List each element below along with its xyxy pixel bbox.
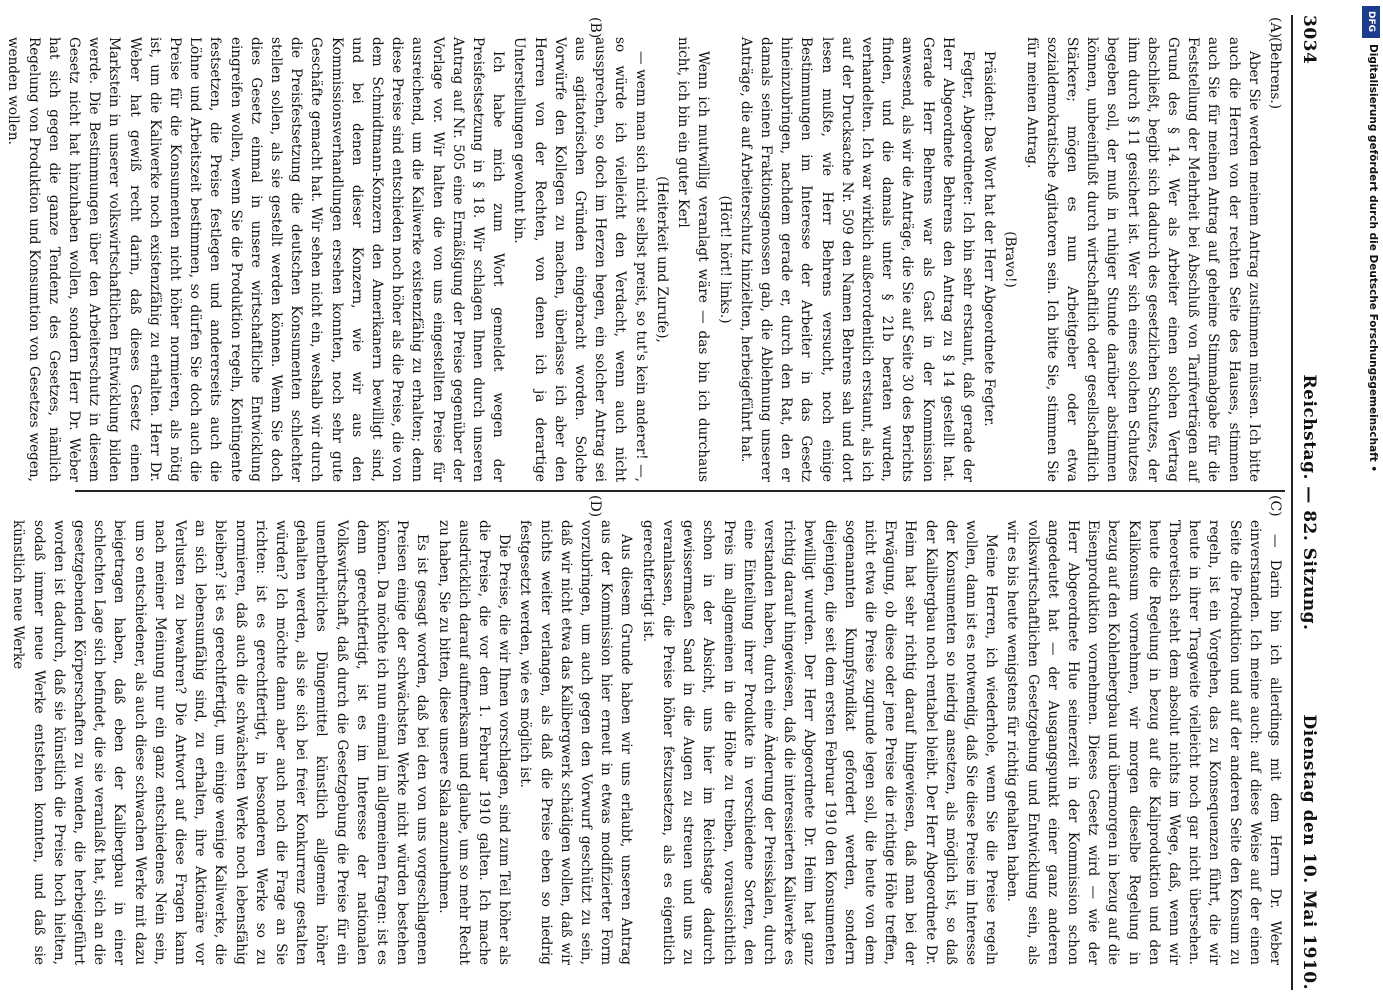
paragraph: Wenn ich mutwillig veranlagt wäre — das bin ich durchaus nicht, ich bin ein guter Kerl	[675, 37, 712, 482]
dfg-logo: DFG	[1362, 6, 1380, 38]
running-title: Reichstag. — 82. Sitzung.	[1299, 374, 1319, 631]
interjection	[0, 37, 2, 482]
paragraph: Fegter, Abgeordneter: Ich bin sehr erstaunt, daß gerade der Herr Abgeordnete Behrens den Antrag zu § 14 gestellt hat. Gerade Herr Behrens war als Gast in der Kommission anwesend, als wir die Anträge, die Sie auf Seite 30 des Berichts finden, und die damals unter § 21b beraten wurden, verhandelten. Ich war wirklich außerordentlich erstaunt, als ich auf der Drucksache Nr. 509 den Namen Behrens sah und dort lesen mußte, wie Herr Behrens versucht, noch einige Bestimmungen im Interesse der Arbeiter in das Gesetz hineinzubringen, nachdem gerade er, durch den Rat, den er damals seinen Fraktionsgenossen gab, die Ablehnung unserer Anträge, die auf Arbeiterschutz hinzielten, herbeigeführt hat.	[737, 37, 976, 482]
speaker-tag: (Behrens.)	[1267, 37, 1283, 109]
document-page	[5, 15, 1323, 990]
session-date: Dienstag den 10. Mai 1910.	[1299, 714, 1319, 990]
interjection: (Hört! hört! links.)	[716, 195, 733, 324]
paragraph: Die Preise, die wir Ihnen vorschlagen, sind zum Teil höher als die Preise, die vor dem 1. Februar 1910 galten. Ich mache ausdrücklich darauf aufmerksam und glaube, um so mehr Recht zu haben, Sie zu bitten, diese unsere Skala anzunehmen.	[435, 520, 513, 965]
page-number: 3034	[1299, 15, 1319, 65]
header-rule	[1291, 15, 1293, 990]
paragraph: Aus diesem Grunde haben wir uns erlaubt, unseren Antrag aus der Kommission hier erneut in etwas modifizierter Form vorzubringen, um auch gegen den Vorwurf geschützt zu sein, daß wir nicht etwa das Kalibergwerk schädigen wollen, daß wir nichts weiter verlangen, als daß die Preise eben so niedrig festgesetzt werden, wie es möglich ist.	[517, 520, 635, 965]
paragraph: — Darin bin ich allerdings mit dem Herrn Dr. Weber einverstanden. Ich meine auch: auf diese Weise auf der einen Seite die Produktion und auf der anderen Seite den Konsum zu regeln, ist ein Vorgehen, das zu Konsequenzen führt, die wir heute in ihrer Tragweite vielleicht noch gar nicht übersehen. Theoretisch steht dem absolut nichts im Wege, daß, wenn wir heute die Regelung in bezug auf die Kaliproduktion und den Kalikonsum vornehmen, wir morgen dieselbe Regelung in bezug auf den Kohlenbergbau und übermorgen in bezug auf die Eisenproduktion vornehmen. Dieses Gesetz wird — wie der Herr Abgeordnete Hue seinerzeit in der Kommission schon angedeutet hat — der Ausgangspunkt einer ganz anderen volkswirtschaftlichen Gesetzgebung und Entwicklung sein, als wir es bis heute wenigstens für richtig gehalten haben.	[1004, 520, 1283, 965]
digitization-credit: Digitalisierung gefördert durch die Deutsche Forschungsgemeinschaft •	[1367, 44, 1379, 473]
paragraph: Ich habe mich zum Wort gemeldet wegen der Preisfestsetzung in § 18. Wir schlagen Ihnen durch unseren Antrag auf Nr. 505 eine Ermäßigung der Preise gegenüber der Vorlage vor. Wir halten die von uns eingestellten Preise für ausreichend, um die Kaliwerke existenzfähig zu erhalten; denn diese Preise sind entschieden noch höher als die Preise, die von dem Schmidtmann-Konzern den Amerikanern bewilligt sind, und bei denen dieser Konzern, wie wir aus den Kommissionsverhandlungen ersehen konnten, noch sehr gute Geschäfte gemacht hat. Wir sehen nicht ein, weshalb wir durch die Preisfestsetzung die deutschen Konsumenten schlechter stellen sollen, als sie gestellt werden können. Wenn Sie doch dies Gesetz einmal in unsere wirtschaftliche Entwicklung eingreifen wollen, wenn Sie die Produktion regeln, Kontingente festsetzen, die Preise festlegen und andererseits auch die Löhne und Arbeitszeit bestimmen, so dürfen Sie doch auch die Preise für die Konsumenten nicht höher normieren, als nötig ist, um die Kaliwerke noch existenzfähig zu erhalten. Herr Dr. Weber hat gewiß recht darin, daß dieses Gesetz einen Markstein in unserer volkswirtschaftlichen Entwicklung bilden werde. Die Bestimmungen über den Arbeiterschutz in diesem Gesetz nicht hat hinzuhaben wollen, sondern Herr Dr. Weber hat sich gegen die ganze Tendenz des Gesetzes, nämlich Regelung von Produktion und Konsumtion von Gesetzes wegen, wenden wollen.	[5, 37, 507, 482]
margin-mark-b: (B)	[587, 17, 603, 39]
margin-mark-d: (D)	[587, 495, 603, 518]
paragraph: Meine Herren, ich wiederhole, wenn Sie die Preise regeln wollen, dann ist es notwendig, daß Sie diese Preise im Interesse der Konsumenten so niedrig ansetzen, als möglich ist, so daß der Kalibergbau noch rentabel bleibt. Der Herr Abgeordnete Dr. Heim hat sehr richtig darauf hingewiesen, daß man bei der Erwägung, ob diese oder jene Preise die richtige Höhe treffen, nicht etwa die Preise zugrunde legen soll, die heute von dem sogenannten Kumpfsyndikat gefordert werden, sondern diejenigen, die seit dem ersten Februar 1910 den Konsumenten bewilligt wurden. Der Herr Abgeordnete Dr. Heim hat ganz richtig darauf hingewiesen, daß die interessierten Kaliwerke es verstanden haben, durch eine Änderung der Preisskalen, durch eine Einteilung ihrer Produkte in verschiedene Sorten, den Preis im allgemeinen in die Höhe zu treiben, voraussichtlich schon in der Absicht, uns hier im Reichstage dadurch gewissermaßen Sand in die Augen zu streuen und uns zu veranlassen, die Preise höher festzusetzen, als es eigentlich gerechtfertigt ist.	[639, 520, 1000, 965]
margin-mark-a: (A)	[1267, 17, 1283, 39]
right-column	[10, 520, 1285, 965]
applause: (Bravo!)	[1002, 231, 1019, 288]
interjection: (Heiterkeit und Zurufe),	[653, 176, 670, 343]
paragraph: Präsident: Das Wort hat der Herr Abgeordnete Fegter.	[981, 51, 998, 427]
left-column	[5, 37, 1285, 482]
page-header	[1293, 15, 1323, 990]
paragraph: Aber Sie werden meinem Antrag zustimmen müssen. Ich bitte auch die Herren von der rechten Seite des Hauses, stimmen auch Sie für meinen Antrag auf geheime Stimmabgabe für die Feststellung der Mehrheit bei Abschluß von Tarifverträgen auf Grund des § 14. Wer als Arbeiter einen solchen Vertrag abschließt, begibt sich dadurch des gesetzlichen Schutzes, der ihm durch § 11 gesichert ist. Wer sich eines solchen Schutzes begeben soll, der muß in ruhiger Stunde darüber abstimmen können, unbeeinflußt durch wirtschaftlich oder gesellschaftlich Stärkere; mögen es nun Arbeitgeber oder etwa sozialdemokratische Agitatoren sein. Ich bitte Sie, stimmen Sie für meinen Antrag.	[1023, 37, 1262, 482]
paragraph: — wenn man sich nicht selbst preist, so tut's kein anderer! —, so würde ich vielleicht den Verdacht, wenn auch nicht aussprechen, so doch im Herzen hegen, ein solcher Antrag sei aus agitatorischen Gründen eingebracht worden. Solche Vorwürfe den Kollegen zu machen, überlasse ich aber den Herren von der Rechten, von denen ich ja derartige Unterstellungen gewohnt bin.	[511, 37, 649, 482]
paragraph: Es ist gesagt worden, daß bei den von uns vorgeschlagenen Preisen einige der schwächsten Werke nicht würden bestehen können. Da möchte ich nun einmal im allgemeinen fragen: ist es denn gerechtfertigt, ist es im Interesse der nationalen Volkswirtschaft, daß durch die Gesetzgebung die Preise für ein unentbehrliches Düngemittel künstlich allgemein höher gehalten werden, als sie sich bei freier Konkurrenz gestalten würden? Ich möchte dann aber auch noch die Frage an Sie richten: ist es gerechtfertigt, in besonderen Werke so zu normieren, daß auch die schwächsten Werke noch lebensfähig bleiben? ist es gerechtfertigt, um einige wenige Kaliwerke, die an sich lebensunfähig sind, zu erhalten, ihre Aktionäre vor Verlusten zu bewahren? Die Antwort auf diese Fragen kann nach meiner Meinung nur ein ganz entschiedenes Nein sein, um so entschiedener, als auch diese schwachen Werke mit dazu beigetragen haben, daß eben der Kalibergbau in einer schlechten Lage sich befindet, die sie veranlaßt hat, sich an die gesetzgebenden Körperschaften zu wenden, die herbeigeführt worden ist dadurch, daß sie künstlich die Preise hoch hielten, sodaß immer neue Werke entstehen konnten, und daß sie künstlich neue Werke	[10, 520, 431, 965]
column-divider	[75, 490, 1285, 492]
margin-mark-c: (C)	[1267, 495, 1283, 517]
